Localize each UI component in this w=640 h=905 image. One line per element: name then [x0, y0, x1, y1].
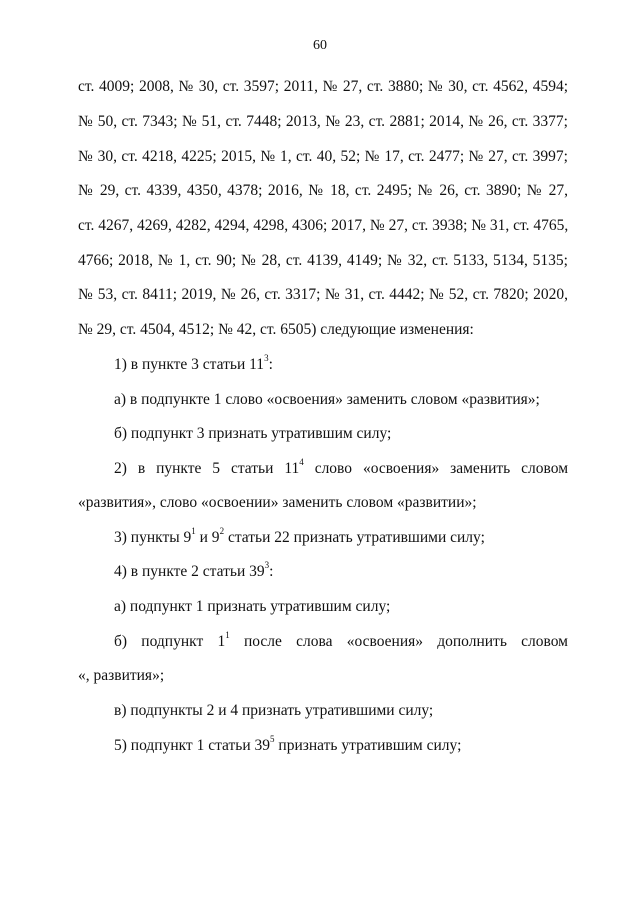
amendment-item-3: 3) пункты $9^1$ и $9^2$ статьи 22 признать утратившими силу; [114, 525, 485, 546]
amendment-item-1: 1) в пункте 3 статьи $11^3$: [114, 352, 273, 373]
amendment-item-4c: в) подпункты 2 и 4 признать утратившими силу; [114, 702, 434, 719]
amendment-item-1b: б) подпункт 3 признать утратившим силу; [114, 425, 392, 442]
citation-line: 4766; 2018, № 1, ст. 90; № 28, ст. 4139, 4149; № 32, ст. 5133, 5134, 5135; [78, 252, 568, 269]
citation-line: № 50, ст. 7343; № 51, ст. 7448; 2013, № 23, ст. 2881; 2014, № 26, ст. 3377; [78, 113, 568, 130]
amendment-item-5: 5) подпункт 1 статьи $39^5$ признать утратившим силу; [114, 733, 462, 754]
amendment-item-1a: а) в подпункте 1 слово «освоения» заменить словом «развития»; [114, 391, 540, 408]
citation-line: ст. 4009; 2008, № 30, ст. 3597; 2011, № 27, ст. 3880; № 30, ст. 4562, 4594; [78, 78, 568, 95]
citation-line-last: № 29, ст. 4504, 4512; № 42, ст. 6505) следующие изменения: [78, 321, 474, 338]
amendment-item-2: 2) в пункте 5 статьи $11^4$ слово «освоения» заменить словом [114, 456, 569, 477]
amendment-item-4b-continuation: «, развития»; [78, 667, 165, 684]
citation-line: № 53, ст. 8411; 2019, № 26, ст. 3317; № 31, ст. 4442; № 52, ст. 7820; 2020, [78, 286, 568, 303]
amendment-item-2-continuation: «развития», слово «освоении» заменить словом «развитии»; [78, 494, 477, 511]
citation-line: № 30, ст. 4218, 4225; 2015, № 1, ст. 40, 52; № 17, ст. 2477; № 27, ст. 3997; [78, 148, 568, 165]
amendment-item-4: 4) в пункте 2 статьи $39^3$: [114, 559, 274, 580]
amendment-item-4a: а) подпункт 1 признать утратившим силу; [114, 598, 391, 615]
page-number: 60 [313, 38, 327, 53]
amendment-item-4b: б) подпункт $1^1$ после слова «освоения» дополнить словом [114, 629, 568, 650]
citation-line: ст. 4267, 4269, 4282, 4294, 4298, 4306; 2017, № 27, ст. 3938; № 31, ст. 4765, [78, 217, 569, 234]
citation-line: № 29, ст. 4339, 4350, 4378; 2016, № 18, ст. 2495; № 26, ст. 3890; № 27, [78, 182, 568, 199]
